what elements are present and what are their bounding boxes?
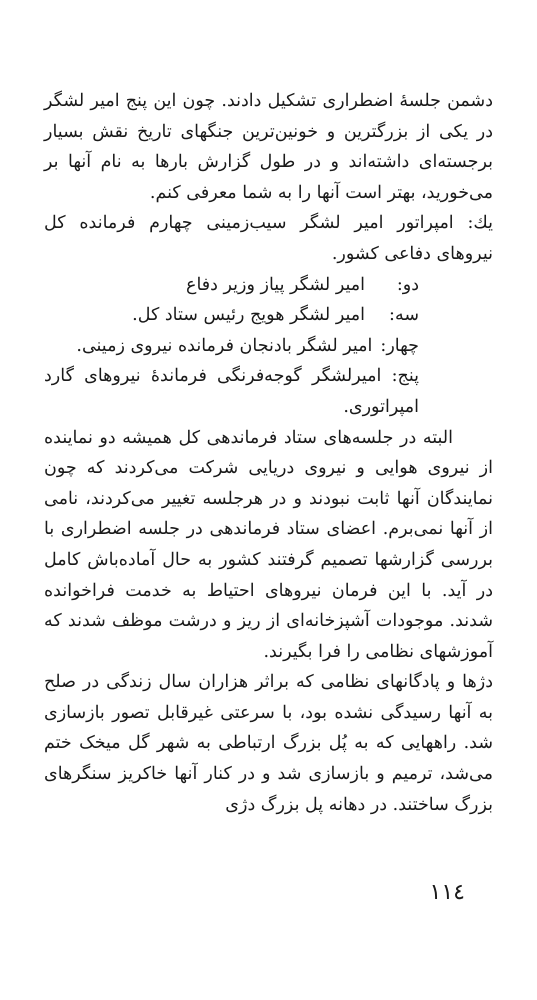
commander-text: امیرلشگر گوجه‌فرنگی فرماندهٔ نیروهای گارد امپراتوری.: [44, 366, 419, 417]
castles-paragraph: دژها و پادگانهای نظامی که براثر هزاران سال زندگی در صلح به آنها رسیدگی نشده بود، با سرعتی غیرقابل تصور بازسازی شد. راههایی که به پُل بزرگ ارتباطی به شهر گل میخک ختم می‌شد، ترمیم و بازسازی شد و در کنار آنها خاکریز سنگرهای بزرگ ساختند. در دهانه پل بزرگ دژی: [44, 672, 493, 815]
intro-paragraph: دشمن جلسهٔ اضطراری تشکیل دادند. چون این پنج امیر لشگر در یکی از بزرگترین و خونین‌ترین جنگهای تاریخ نقش بسیار برجسته‌ای داشته‌اند و در طول گزارش بارها به نام آنها بر می‌خورید، بهتر است آنها را به شما معرفی کنم.: [44, 91, 493, 203]
commander-item-4: [44, 331, 493, 362]
commander-label: سه:: [389, 305, 419, 326]
commander-label: دو:: [396, 274, 419, 295]
commander-item-5: [44, 361, 493, 422]
commander-item-2: [44, 270, 493, 301]
staff-paragraph: البته در جلسه‌های ستاد فرماندهی کل همیشه دو نماینده از نیروی هوایی و نیروی دریایی شرکت می‌کردند که چون نمایندگان آنها ثابت نبودند و در هرجلسه تغییر می‌کردند، نامی از آنها نمی‌برم. اعضای ستاد فرماندهی در جلسه اضطراری با بررسی گزارشها تصمیم گرفتند کشور به حال آماده‌باش کامل در آید. با این فرمان نیروهای احتیاط به خدمت فراخوانده شدند. موجودات آشپزخانه‌ای از ریز و درشت موظف شدند که آموزشهای نظامی را فرا بگیرند.: [44, 427, 493, 662]
commander-label: یك:: [467, 213, 493, 234]
commander-item-1: [44, 208, 493, 269]
commander-text: امپراتور امیر لشگر سیب‌زمینی چهارم فرمانده کل نیروهای دفاعی کشور.: [44, 213, 493, 264]
commander-text: امیر لشگر بادنجان فرمانده نیروی زمینی.: [76, 335, 373, 356]
commander-label: پنج:: [391, 366, 419, 387]
commander-text: امیر لشگر هویج رئیس ستاد کل.: [132, 305, 365, 326]
page-body: [44, 86, 493, 820]
commander-label: چهار:: [380, 335, 419, 356]
commander-text: امیر لشگر پیاز وزیر دفاع: [186, 274, 365, 295]
page-number: ١١٤: [429, 880, 465, 905]
commander-item-3: [44, 300, 493, 331]
